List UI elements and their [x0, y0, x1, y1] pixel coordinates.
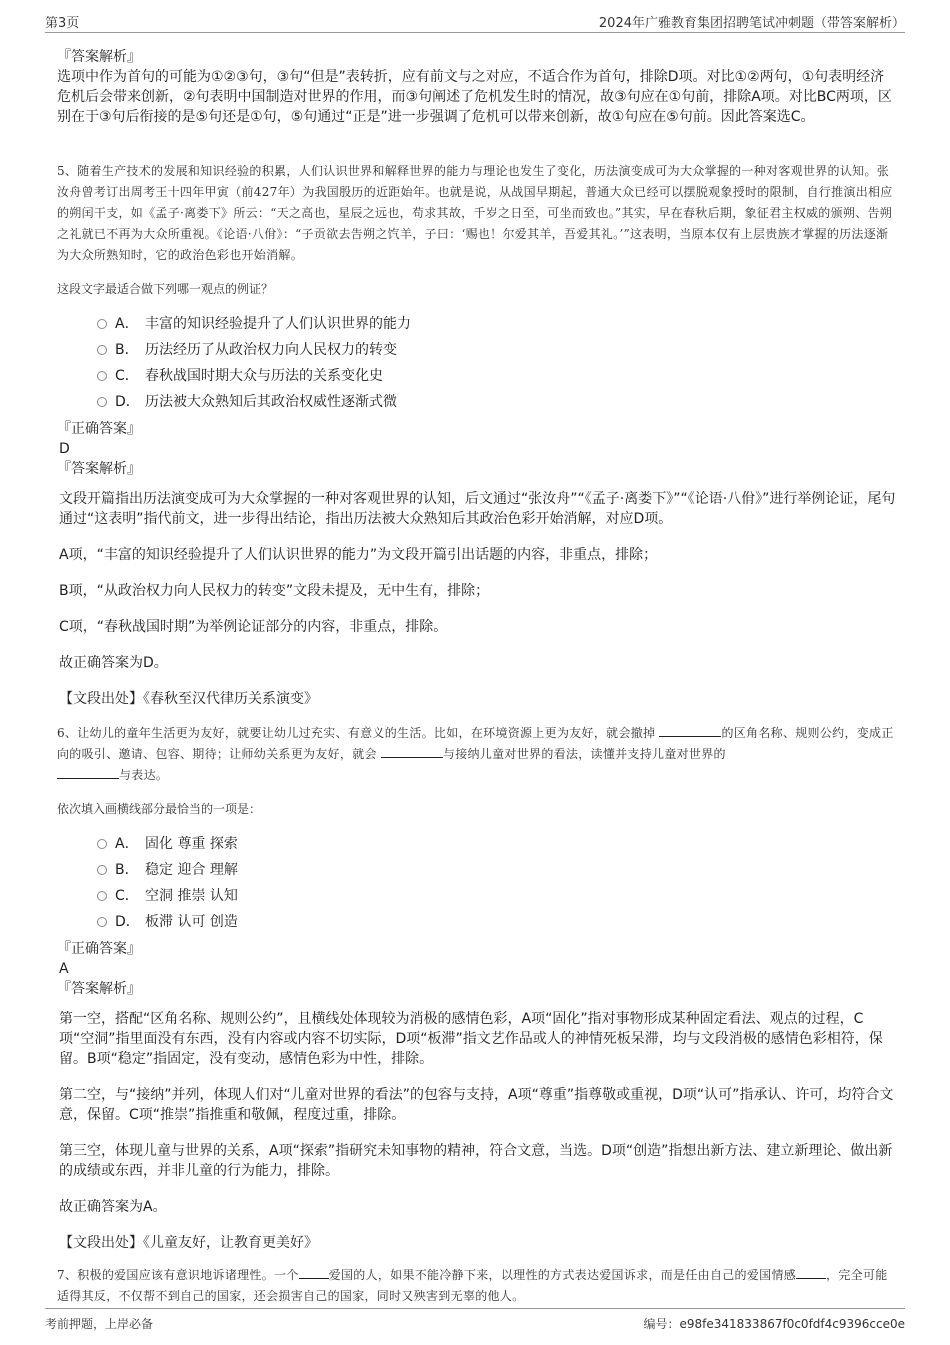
q5-option-c[interactable]: C． 春秋战国时期大众与历法的关系变化史	[57, 363, 897, 389]
q5-analysis-para: A项，“丰富的知识经验提升了人们认识世界的能力”为文段开篇引出话题的内容，非重点，排除；	[59, 547, 658, 563]
q5-options	[57, 311, 897, 415]
q5-correct-answer: D	[59, 441, 70, 457]
radio-icon[interactable]	[97, 917, 107, 927]
q6-option-d[interactable]: D． 板滞 认可 创造	[57, 909, 897, 935]
page-header	[45, 10, 905, 33]
q6-correct-answer: A	[59, 961, 69, 977]
q5-prompt: 这段文字最适合做下列哪一观点的例证？	[57, 282, 274, 296]
q6-source: 【文段出处】《儿童友好，让教育更美好》	[59, 1235, 318, 1251]
q6-option-b[interactable]: B． 稳定 迎合 理解	[57, 857, 897, 883]
fill-blank	[381, 745, 443, 758]
q7-stem: 7、积极的爱国应该有意识地诉诸理性。一个 爱国的人，如果不能冷静下来，以理性的方式表达爱国诉求，而是任由自己的爱国情感 ，完全可能适得其反，不仅帮不到自己的国家，还会损害自己的国家，同时又殃害到无辜的他人。	[57, 1268, 888, 1303]
q6-analysis-label: 『答案解析』	[57, 981, 141, 997]
main-content	[57, 47, 897, 1307]
q6-analysis-para: 第二空，与“接纳”并列，体现人们对“儿童对世界的看法”的包容与支持，A项“尊重”指尊敬或重视，D项“认可”指承认、许可，均符合文意，保留。C项“推崇”指推重和敬佩，程度过重，排除。	[59, 1087, 894, 1123]
q5-analysis-para: 故正确答案为D。	[59, 655, 168, 671]
q5-correct-answer-label: 『正确答案』	[57, 421, 141, 437]
q5-analysis	[59, 489, 897, 673]
footer-slogan: 考前押题，上岸必备	[45, 1317, 154, 1331]
document-title: 2024年广雅教育集团招聘笔试冲刺题（带答案解析）	[598, 16, 905, 31]
radio-icon[interactable]	[97, 319, 107, 329]
page-number: 第3页	[45, 16, 80, 31]
q5-source: 【文段出处】《春秋至汉代律历关系演变》	[59, 691, 318, 707]
q6-options	[57, 831, 897, 935]
q6-analysis-para: 第一空，搭配“区角名称、规则公约”，且横线处体现较为消极的感情色彩，A项“固化”指对事物形成某种固定看法、观点的过程，C项“空洞”指里面没有东西，没有内容或内容不切实际，D项“板滞”指文艺作品或人的神情死板呆滞，均与文段消极的感情色彩相符，保留。B项“稳定”指固定，没有变动，感情色彩为中性，排除。	[59, 1011, 883, 1067]
prev-analysis-label: 『答案解析』	[57, 49, 141, 65]
page-footer	[45, 1308, 905, 1335]
radio-icon[interactable]	[97, 371, 107, 381]
q6-option-c[interactable]: C． 空洞 推崇 认知	[57, 883, 897, 909]
q6-prompt: 依次填入画横线部分最恰当的一项是：	[57, 802, 262, 816]
q5-analysis-para: 文段开篇指出历法演变成可为大众掌握的一种对客观世界的认知，后文通过“张汝舟”“《孟子·离娄下》”“《论语·八佾》”进行举例论证，尾句通过“这表明”指代前文，进一步得出结论，指出历法被大众熟知后其政治色彩开始消解，对应D项。	[59, 491, 896, 527]
q6-correct-answer-label: 『正确答案』	[57, 941, 141, 957]
q5-analysis-label: 『答案解析』	[57, 461, 141, 477]
fill-blank	[299, 1266, 329, 1279]
q5-analysis-para: B项，“从政治权力向人民权力的转变”文段未提及，无中生有，排除；	[59, 583, 490, 599]
fill-blank	[659, 724, 721, 737]
footer-code: 编号：e98fe341833867f0c0fdf4c9396cce0e	[643, 1317, 905, 1331]
q6-stem: 6、让幼儿的童年生活更为友好，就要让幼儿过充实、有意义的生活。比如，在环境资源上更为友好，就会撤掉 的区角名称、规则公约，变成正向的吸引、邀请、包容、期待；让师幼关系更为友好，就会 与接纳儿童对世界的看法，读懂并支持儿童对世界的 与表达。	[57, 726, 894, 782]
radio-icon[interactable]	[97, 345, 107, 355]
fill-blank	[57, 766, 119, 779]
q5-option-a[interactable]: A． 丰富的知识经验提升了人们认识世界的能力	[57, 311, 897, 337]
q6-option-a[interactable]: A． 固化 尊重 探索	[57, 831, 897, 857]
q5-analysis-para: C项，“春秋战国时期”为举例论证部分的内容，非重点，排除。	[59, 619, 448, 635]
prev-analysis-text: 选项中作为首句的可能为①②③句，③句“但是”表转折，应有前文与之对应，不适合作为首句，排除D项。对比①②两句，①句表明经济危机后会带来创新，②句表明中国制造对世界的作用，而③句阐述了危机发生时的情况，故③句应在①句前，排除A项。对比BC两项，区别在于③句后衔接的是⑤句还是①句，⑤句通过“正是”进一步强调了危机可以带来创新，故①句应在⑤句前。因此答案选C。	[57, 69, 892, 125]
q6-analysis	[59, 1009, 897, 1217]
radio-icon[interactable]	[97, 891, 107, 901]
radio-icon[interactable]	[97, 397, 107, 407]
q5-stem: 5、随着生产技术的发展和知识经验的积累，人们认识世界和解释世界的能力与理论也发生了变化，历法演变成可为大众掌握的一种对客观世界的认知。张汝舟曾考订出周考王十四年甲寅（前427年）为我国殷历的近距始年。也就是说，从战国早期起，普通大众已经可以摆脱观象授时的限制，自行推演出相应的朔闰干支，如《孟子·离娄下》所云：“天之高也，星辰之远也，苟求其故，千岁之日至，可坐而致也。”其实，早在春秋后期，象征君主权威的颁朔、告朔之礼就已不再为大众所重视。《论语·八佾》：“子贡欲去告朔之饩羊，子曰：‘赐也！尔爱其羊，吾爱其礼。’”这表明，当原本仅有上层贵族才掌握的历法逐渐为大众所熟知时，它的政治色彩也开始消解。	[57, 164, 893, 262]
radio-icon[interactable]	[97, 865, 107, 875]
q5-option-d[interactable]: D． 历法被大众熟知后其政治权威性逐渐式微	[57, 389, 897, 415]
radio-icon[interactable]	[97, 839, 107, 849]
fill-blank	[796, 1266, 826, 1279]
q6-analysis-para: 第三空，体现儿童与世界的关系，A项“探索”指研究未知事物的精神，符合文意，当选。D项“创造”指想出新方法、建立新理论、做出新的成绩或东西，并非儿童的行为能力，排除。	[59, 1143, 893, 1179]
q6-analysis-para: 故正确答案为A。	[59, 1199, 167, 1215]
q5-option-b[interactable]: B． 历法经历了从政治权力向人民权力的转变	[57, 337, 897, 363]
